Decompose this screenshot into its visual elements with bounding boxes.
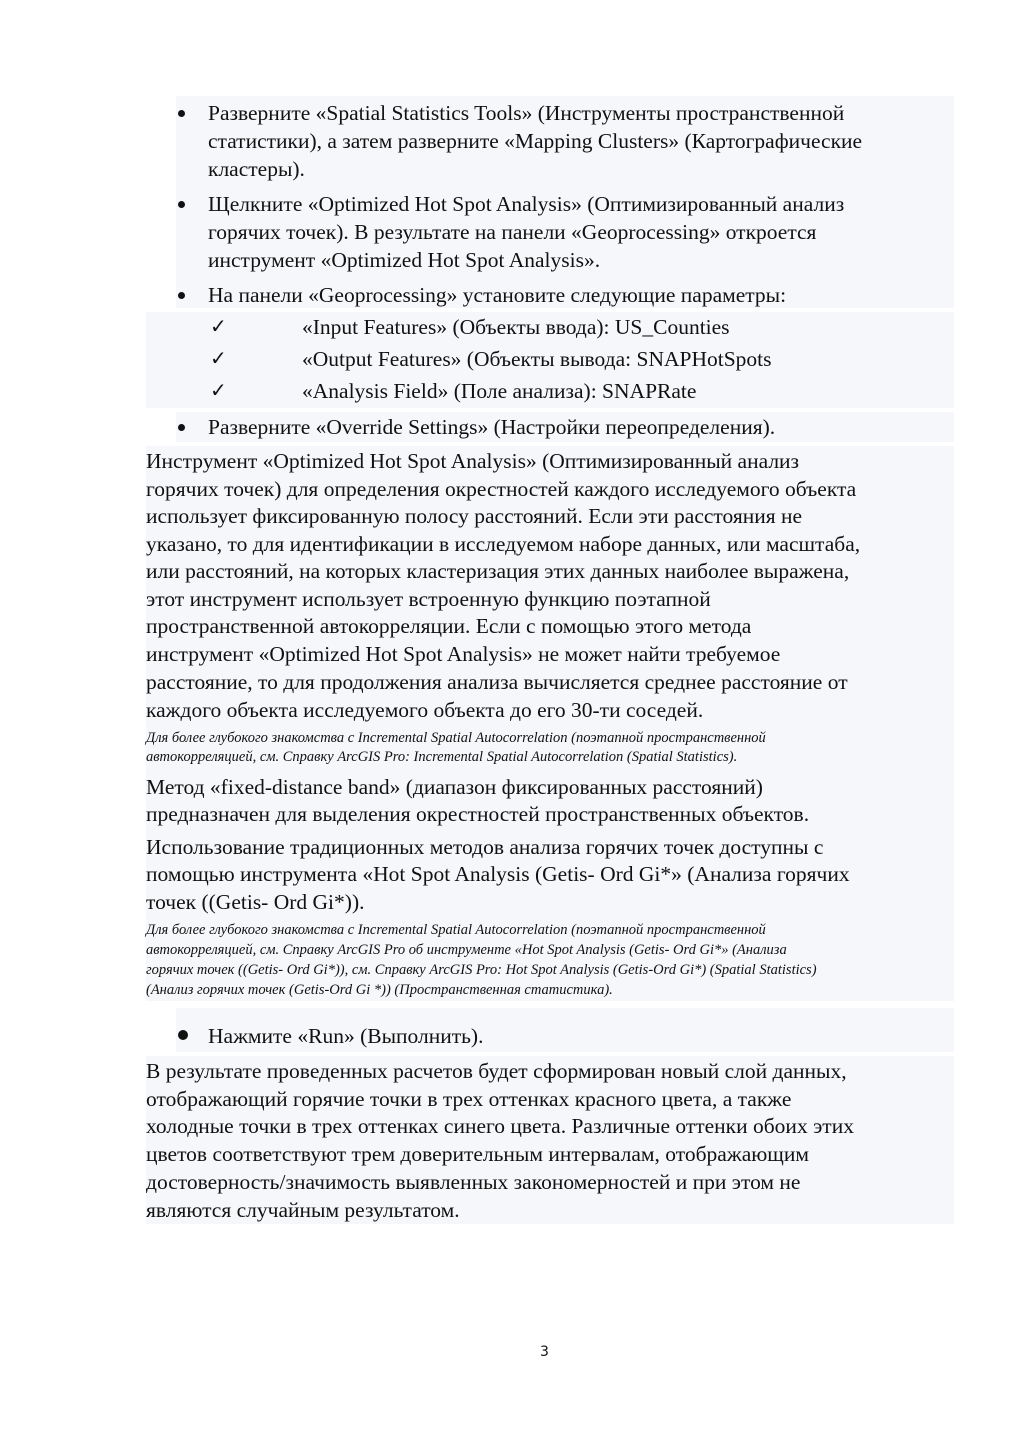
- paragraph-line: Использование традиционных методов анализа горячих точек доступны с: [146, 835, 824, 859]
- paragraph-line: Метод «fixed-distance band» (диапазон фиксированных расстояний): [146, 775, 763, 799]
- checkmark-icon: ✓: [210, 346, 227, 370]
- paragraph-line: этот инструмент использует встроенную функцию поэтапной: [146, 587, 711, 611]
- paragraph-line: расстояние, то для продолжения анализа вычисляется среднее расстояние от: [146, 670, 848, 694]
- checkmark-icon: ✓: [210, 314, 227, 338]
- note-line: Для более глубокого знакомства с Incremental Spatial Autocorrelation (поэтапной пространственной: [146, 922, 766, 938]
- list-item-line: горячих точек). В результате на панели «Geoprocessing» откроется: [208, 220, 817, 244]
- note-line: автокорреляцией, см. Справку ArcGIS Pro: Incremental Spatial Autocorrelation (Spatial Statistics).: [146, 749, 738, 765]
- list-item-line: На панели «Geoprocessing» установите следующие параметры:: [208, 283, 787, 307]
- checkmark-icon: ✓: [210, 378, 227, 402]
- checklist-item: «Analysis Field» (Поле анализа): SNAPRate: [302, 379, 697, 403]
- list-item-line: инструмент «Optimized Hot Spot Analysis».: [208, 248, 601, 272]
- list-item-line: Разверните «Override Settings» (Настройки переопределения).: [208, 415, 776, 439]
- paragraph-line: Инструмент «Optimized Hot Spot Analysis» (Оптимизированный анализ: [146, 449, 800, 473]
- paragraph-line: использует фиксированную полосу расстояний. Если эти расстояния не: [146, 504, 803, 528]
- note-line: автокорреляцией, см. Справку ArcGIS Pro об инструменте «Hot Spot Analysis (Getis- Ord Gi*» (Анализа: [146, 942, 787, 958]
- paragraph-line: указано, то для идентификации в исследуемом наборе данных, или масштаба,: [146, 532, 861, 556]
- paragraph-line: холодные точки в трех оттенках синего цвета. Различные оттенки обоих этих: [146, 1114, 854, 1138]
- paragraph-line: каждого объекта исследуемого объекта до его 30-ти соседей.: [146, 698, 704, 722]
- paragraph-line: являются случайным результатом.: [146, 1198, 460, 1222]
- list-item-line: Разверните «Spatial Statistics Tools» (Инструменты пространственной: [208, 101, 845, 125]
- paragraph-line: горячих точек) для определения окрестностей каждого исследуемого объекта: [146, 477, 857, 501]
- bullet-icon: [178, 1030, 188, 1040]
- bullet-icon: [178, 424, 185, 431]
- list-item-line: Щелкните «Optimized Hot Spot Analysis» (Оптимизированный анализ: [208, 192, 845, 216]
- list-item-line: кластеры).: [208, 157, 305, 181]
- bullet-icon: [178, 201, 185, 208]
- page-number: 3: [540, 1344, 549, 1360]
- checklist-item: «Input Features» (Объекты ввода): US_Counties: [302, 315, 730, 339]
- paragraph-line: помощью инструмента «Hot Spot Analysis (Getis- Ord Gi*» (Анализа горячих: [146, 862, 850, 886]
- paragraph-line: или расстояний, на которых кластеризация этих данных наиболее выражена,: [146, 559, 850, 583]
- paragraph-line: точек ((Getis- Ord Gi*)).: [146, 890, 365, 914]
- note-line: Для более глубокого знакомства с Incremental Spatial Autocorrelation (поэтапной пространственной: [146, 730, 766, 746]
- note-line: горячих точек ((Getis- Ord Gi*)), см. Справку ArcGIS Pro: Hot Spot Analysis (Getis-Ord Gi*) (Spatial Statistics): [146, 962, 817, 978]
- list-item-line: статистики), а затем разверните «Mapping Clusters» (Картографические: [208, 129, 863, 153]
- paragraph-line: пространственной автокорреляции. Если с помощью этого метода: [146, 614, 752, 638]
- list-item-line: Нажмите «Run» (Выполнить).: [208, 1024, 484, 1048]
- paragraph-line: инструмент «Optimized Hot Spot Analysis» не может найти требуемое: [146, 642, 781, 666]
- paragraph-line: цветов соответствуют трем доверительным интервалам, отображающим: [146, 1142, 809, 1166]
- bullet-icon: [178, 292, 185, 299]
- paragraph-line: отображающий горячие точки в трех оттенках красного цвета, а также: [146, 1087, 792, 1111]
- paragraph-line: достоверность/значимость выявленных закономерностей и при этом не: [146, 1170, 801, 1194]
- paragraph-line: В результате проведенных расчетов будет сформирован новый слой данных,: [146, 1059, 847, 1083]
- bullet-icon: [178, 110, 185, 117]
- note-line: (Анализ горячих точек (Getis-Ord Gi *)) (Пространственная статистика).: [146, 982, 613, 998]
- checklist-item: «Output Features» (Объекты вывода: SNAPHotSpots: [302, 347, 772, 371]
- paragraph-line: предназначен для выделения окрестностей пространственных объектов.: [146, 802, 810, 826]
